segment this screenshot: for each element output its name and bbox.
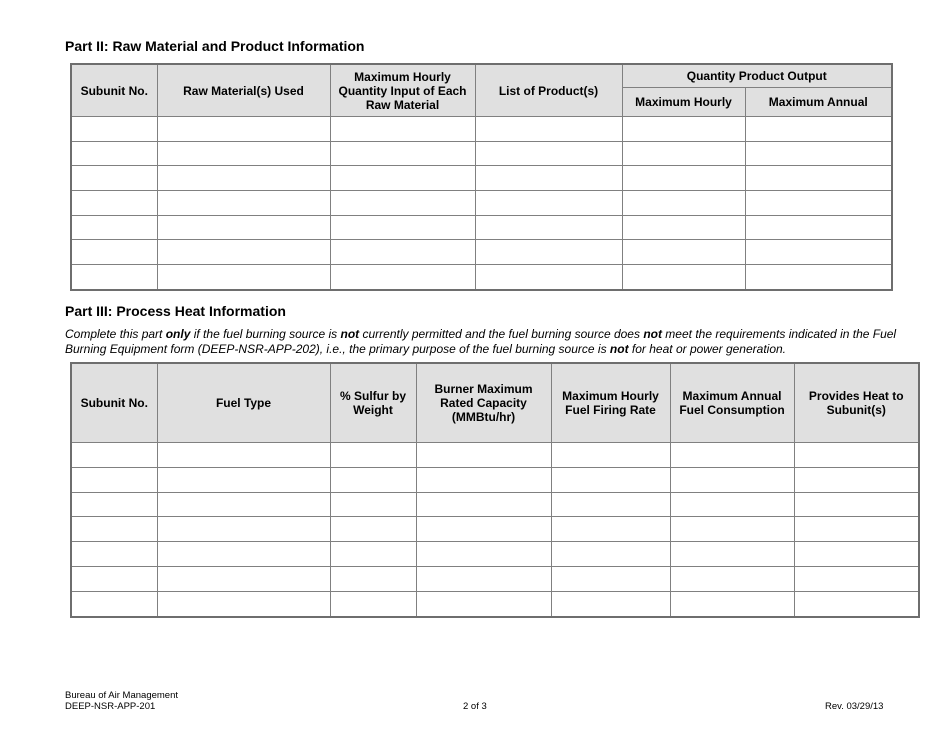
raw-material-table — [70, 63, 893, 291]
process-heat-table-cell[interactable] — [794, 443, 919, 468]
raw-material-table-cell[interactable] — [475, 166, 622, 191]
raw-material-table-cell[interactable] — [330, 265, 475, 290]
process-heat-table-cell[interactable] — [416, 467, 551, 492]
col-fuel-firing-rate: Maximum Hourly Fuel Firing Rate — [551, 363, 670, 443]
raw-material-table-cell[interactable] — [475, 191, 622, 216]
raw-material-table-cell[interactable] — [475, 265, 622, 290]
part3-title: Part III: Process Heat Information — [65, 303, 286, 319]
process-heat-table-row — [71, 591, 919, 616]
process-heat-table-cell[interactable] — [670, 542, 794, 567]
raw-material-table-cell[interactable] — [745, 166, 892, 191]
raw-material-table-cell[interactable] — [330, 215, 475, 240]
process-heat-table-cell[interactable] — [330, 542, 416, 567]
process-heat-table-cell[interactable] — [157, 467, 330, 492]
raw-material-table-cell[interactable] — [157, 240, 330, 265]
process-heat-table-cell[interactable] — [794, 467, 919, 492]
process-heat-table-cell[interactable] — [157, 517, 330, 542]
process-heat-table-cell[interactable] — [670, 566, 794, 591]
footer-left — [65, 690, 178, 712]
raw-material-table-cell[interactable] — [157, 215, 330, 240]
raw-material-table-row — [71, 240, 892, 265]
col-annual-fuel-consumption: Maximum Annual Fuel Consumption — [670, 363, 794, 443]
process-heat-table-cell[interactable] — [416, 492, 551, 517]
part2-title: Part II: Raw Material and Product Information — [65, 38, 365, 54]
raw-material-table-cell[interactable] — [475, 215, 622, 240]
process-heat-table-cell[interactable] — [71, 542, 157, 567]
raw-material-table-cell[interactable] — [745, 265, 892, 290]
raw-material-table-cell[interactable] — [157, 265, 330, 290]
process-heat-table-cell[interactable] — [670, 443, 794, 468]
raw-material-table-cell[interactable] — [330, 240, 475, 265]
process-heat-table-cell[interactable] — [71, 591, 157, 616]
raw-material-table-cell[interactable] — [71, 265, 157, 290]
raw-material-table-cell[interactable] — [71, 166, 157, 191]
footer-org: Bureau of Air Management — [65, 690, 179, 701]
raw-material-table-cell[interactable] — [622, 191, 745, 216]
raw-material-table-cell[interactable] — [745, 240, 892, 265]
process-heat-table-cell[interactable] — [794, 542, 919, 567]
col-max-hourly-input: Maximum Hourly Quantity Input of Each Raw Material — [330, 64, 475, 117]
process-heat-table-cell[interactable] — [794, 492, 919, 517]
raw-material-table-cell[interactable] — [622, 117, 745, 142]
raw-material-table-cell[interactable] — [622, 215, 745, 240]
raw-material-table-cell[interactable] — [622, 240, 745, 265]
raw-material-table-cell[interactable] — [157, 141, 330, 166]
process-heat-table-cell[interactable] — [551, 542, 670, 567]
raw-material-table-cell[interactable] — [157, 166, 330, 191]
process-heat-table-cell[interactable] — [157, 492, 330, 517]
raw-material-table-row — [71, 117, 892, 142]
raw-material-table-row — [71, 215, 892, 240]
process-heat-table-cell[interactable] — [157, 566, 330, 591]
col-max-annual: Maximum Annual — [745, 88, 892, 117]
raw-material-table-cell[interactable] — [475, 117, 622, 142]
process-heat-table-row — [71, 443, 919, 468]
process-heat-table-cell[interactable] — [551, 517, 670, 542]
col-subunit-no: Subunit No. — [71, 64, 157, 117]
process-heat-table-cell[interactable] — [157, 542, 330, 567]
process-heat-table-cell[interactable] — [330, 443, 416, 468]
process-heat-table-cell[interactable] — [551, 492, 670, 517]
process-heat-table-cell[interactable] — [71, 443, 157, 468]
process-heat-table-row — [71, 467, 919, 492]
raw-material-table-cell[interactable] — [622, 265, 745, 290]
raw-material-table-cell[interactable] — [745, 215, 892, 240]
process-heat-table-cell[interactable] — [416, 517, 551, 542]
col-group-quantity-output: Quantity Product Output — [622, 64, 892, 88]
part3-instructions: Complete this part only if the fuel burning source is not currently permitted and the fuel burning source does not meet the requirements indicated in the Fuel Burning Equipment form (DEEP-NSR-APP-202), i.e., the primary purpose of the fuel burning source is not for heat or power generation. — [65, 327, 897, 356]
raw-material-table-row — [71, 265, 892, 290]
process-heat-table-cell[interactable] — [794, 566, 919, 591]
col-fuel-type: Fuel Type — [157, 363, 330, 443]
process-heat-table-cell[interactable] — [330, 591, 416, 616]
process-heat-table-cell[interactable] — [551, 443, 670, 468]
process-heat-table-cell[interactable] — [670, 517, 794, 542]
footer-revision: Rev. 03/29/13 — [825, 701, 884, 712]
raw-material-table-cell[interactable] — [475, 141, 622, 166]
raw-material-table-cell[interactable] — [622, 166, 745, 191]
process-heat-table-cell[interactable] — [71, 492, 157, 517]
raw-material-table-row — [71, 191, 892, 216]
raw-material-table-cell[interactable] — [475, 240, 622, 265]
raw-material-table-cell[interactable] — [330, 117, 475, 142]
col-subunit-no: Subunit No. — [71, 363, 157, 443]
raw-material-table-cell[interactable] — [71, 117, 157, 142]
process-heat-table-cell[interactable] — [416, 443, 551, 468]
raw-material-table-cell[interactable] — [157, 191, 330, 216]
raw-material-table-cell[interactable] — [71, 191, 157, 216]
process-heat-table-cell[interactable] — [71, 517, 157, 542]
raw-material-table-cell[interactable] — [745, 117, 892, 142]
raw-material-table-cell[interactable] — [157, 117, 330, 142]
col-products: List of Product(s) — [475, 64, 622, 117]
raw-material-table-cell[interactable] — [330, 166, 475, 191]
col-burner-capacity: Burner Maximum Rated Capacity (MMBtu/hr) — [416, 363, 551, 443]
raw-material-table-cell[interactable] — [71, 141, 157, 166]
process-heat-table-cell[interactable] — [670, 591, 794, 616]
process-heat-table — [70, 362, 920, 618]
raw-material-table-cell[interactable] — [71, 215, 157, 240]
process-heat-table-cell[interactable] — [670, 492, 794, 517]
process-heat-table-cell[interactable] — [330, 566, 416, 591]
raw-material-table-cell[interactable] — [622, 141, 745, 166]
process-heat-table-row — [71, 492, 919, 517]
process-heat-table-cell[interactable] — [157, 443, 330, 468]
process-heat-table-cell[interactable] — [551, 591, 670, 616]
process-heat-table-cell[interactable] — [416, 566, 551, 591]
raw-material-table-cell[interactable] — [745, 141, 892, 166]
raw-material-table-row — [71, 141, 892, 166]
raw-material-table-cell[interactable] — [330, 141, 475, 166]
footer-page-number: 2 of 3 — [463, 701, 487, 712]
process-heat-table-cell[interactable] — [157, 591, 330, 616]
raw-material-table-cell[interactable] — [71, 240, 157, 265]
process-heat-table-cell[interactable] — [416, 591, 551, 616]
process-heat-table-cell[interactable] — [330, 492, 416, 517]
footer-form-id: DEEP-NSR-APP-201 — [65, 701, 156, 712]
process-heat-table-row — [71, 517, 919, 542]
process-heat-table-cell[interactable] — [670, 467, 794, 492]
process-heat-table-cell[interactable] — [71, 566, 157, 591]
col-raw-material: Raw Material(s) Used — [157, 64, 330, 117]
raw-material-table-cell[interactable] — [330, 191, 475, 216]
col-sulfur-by-weight: % Sulfur by Weight — [330, 363, 416, 443]
process-heat-table-cell[interactable] — [551, 467, 670, 492]
col-max-hourly: Maximum Hourly — [622, 88, 745, 117]
process-heat-table-cell[interactable] — [330, 517, 416, 542]
raw-material-table-cell[interactable] — [745, 191, 892, 216]
process-heat-table-cell[interactable] — [794, 591, 919, 616]
process-heat-table-cell[interactable] — [551, 566, 670, 591]
raw-material-table-row — [71, 166, 892, 191]
process-heat-table-cell[interactable] — [794, 517, 919, 542]
process-heat-table-cell[interactable] — [330, 467, 416, 492]
process-heat-table-row — [71, 566, 919, 591]
process-heat-table-cell[interactable] — [71, 467, 157, 492]
process-heat-table-cell[interactable] — [416, 542, 551, 567]
process-heat-table-row — [71, 542, 919, 567]
col-provides-heat: Provides Heat to Subunit(s) — [794, 363, 919, 443]
